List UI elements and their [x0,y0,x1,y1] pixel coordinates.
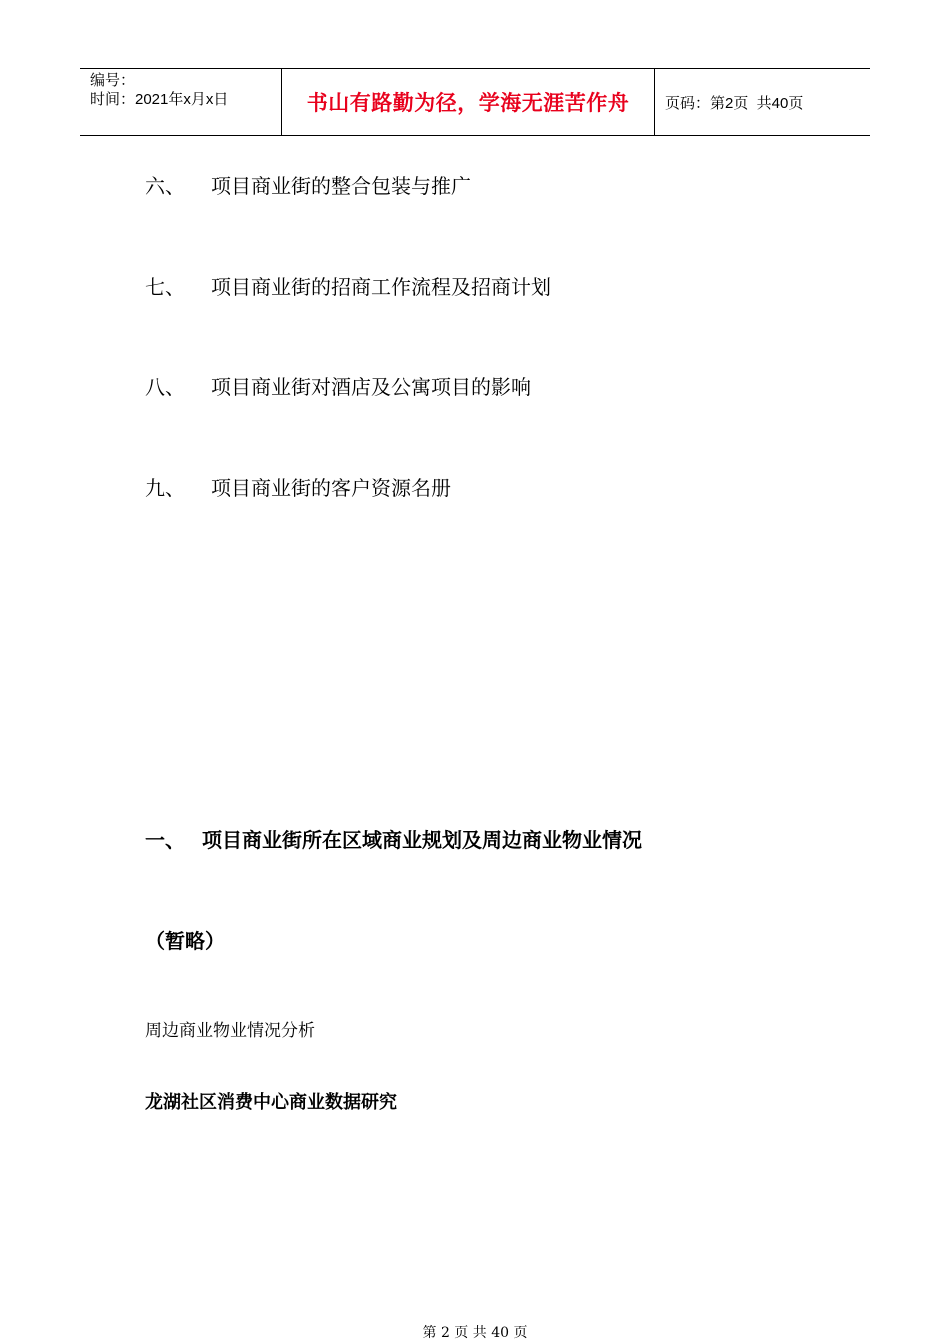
page-header [80,68,870,136]
header-motto: 书山有路勤为径，学海无涯苦作舟 [306,91,630,115]
toc-item-text: 项目商业街的客户资源名册 [211,476,451,500]
toc-item [145,174,471,198]
toc-item-number: 七、 [145,275,185,299]
doc-number-label: 编号： [90,72,136,89]
toc-item [145,275,551,299]
toc-item-number: 九、 [145,476,185,500]
header-divider [654,69,655,135]
doc-time-label: 时间：2021年x月x日 [90,91,229,108]
toc-item-text: 项目商业街的整合包装与推广 [211,174,471,198]
page-footer: 第 2 页 共 40 页 [422,1325,528,1341]
section-note: （暂略） [145,929,225,953]
header-meta [90,71,228,109]
toc-item [145,375,531,399]
section-number: 一、 [145,828,185,852]
toc-item [145,476,451,500]
toc-item-text: 项目商业街的招商工作流程及招商计划 [211,275,551,299]
research-title: 龙湖社区消费中心商业数据研究 [145,1092,397,1113]
section-heading [145,824,642,853]
toc-item-text: 项目商业街对酒店及公寓项目的影响 [211,375,531,399]
section-title: 项目商业街所在区域商业规划及周边商业物业情况 [202,828,642,852]
header-page-info: 页码：第2页 共40页 [665,94,804,112]
toc-item-number: 六、 [145,174,185,198]
analysis-subtitle: 周边商业物业情况分析 [145,1021,315,1041]
toc-item-number: 八、 [145,375,185,399]
